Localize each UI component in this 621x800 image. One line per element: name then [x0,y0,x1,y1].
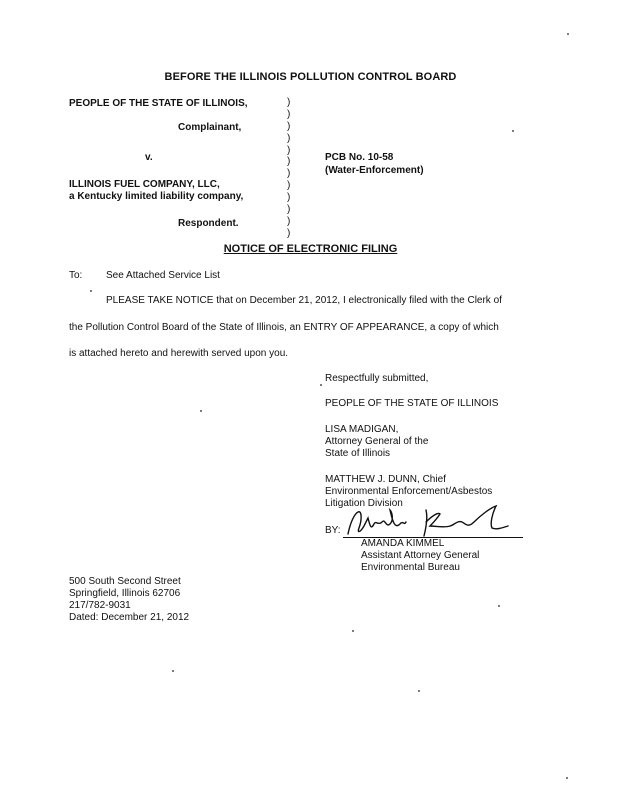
defendant-description: a Kentucky limited liability company, [69,191,244,202]
dated-line: Dated: December 21, 2012 [69,612,190,623]
caption-paren: ) [287,144,291,156]
defendant-name: ILLINOIS FUEL COMPANY, LLC, [69,179,220,190]
scan-speck [498,605,500,607]
handwritten-signature [340,500,530,542]
attorney-general-name: LISA MADIGAN, [325,424,399,435]
scan-speck [566,777,568,779]
attorney-general-title-1: Attorney General of the [325,436,429,447]
notice-heading: NOTICE OF ELECTRONIC FILING [223,243,398,255]
board-title: BEFORE THE ILLINOIS POLLUTION CONTROL BOARD [164,71,457,83]
caption-paren: ) [287,168,291,180]
caption-paren: ) [287,132,291,144]
caption-paren: ) [287,108,291,120]
plaintiff-name: PEOPLE OF THE STATE OF ILLINOIS, [69,98,248,109]
to-value: See Attached Service List [106,270,220,281]
respondent-label: Respondent. [178,218,239,229]
caption-paren: ) [287,204,291,216]
caption-paren: ) [287,227,291,239]
caption-paren: ) [287,215,291,227]
signer-title-2: Environmental Bureau [361,562,460,573]
party-name: PEOPLE OF THE STATE OF ILLINOIS [325,398,499,409]
scan-speck [172,670,174,672]
caption-paren: ) [287,180,291,192]
closing: Respectfully submitted, [325,373,429,384]
signer-name: AMANDA KIMMEL [361,538,445,549]
division-chief-title-1: Environmental Enforcement/Asbestos [325,486,493,497]
scan-speck [200,410,202,412]
scan-speck [418,690,420,692]
by-label: BY: [325,525,341,536]
notice-body-line-1: PLEASE TAKE NOTICE that on December 21, 2012, I electronically filed with the Clerk of [106,295,502,306]
attorney-general-title-2: State of Illinois [325,448,391,459]
division-chief-name: MATTHEW J. DUNN, Chief [325,474,446,485]
to-label: To: [69,270,83,281]
scan-speck [512,130,514,132]
notice-body-line-3: is attached hereto and herewith served upon you. [69,348,289,359]
caption-paren: ) [287,192,291,204]
versus-label: v. [145,152,153,163]
division-chief-title-2: Litigation Division [325,498,403,509]
case-type: (Water-Enforcement) [325,165,424,176]
caption-paren: ) [287,120,291,132]
scan-speck [320,384,322,386]
caption-paren: ) [287,156,291,168]
caption-parentheses [287,97,293,240]
notice-body-line-2: the Pollution Control Board of the State of Illinois, an ENTRY OF APPEARANCE, a copy of which [69,322,499,333]
case-number: PCB No. 10-58 [325,152,394,163]
caption-paren: ) [287,97,291,108]
scan-speck [352,630,354,632]
scan-speck [90,290,92,292]
address-city: Springfield, Illinois 62706 [69,588,181,599]
address-street: 500 South Second Street [69,576,181,587]
complainant-label: Complainant, [178,122,242,133]
signer-title-1: Assistant Attorney General [361,550,480,561]
scan-speck [567,33,569,35]
address-phone: 217/782-9031 [69,600,131,611]
